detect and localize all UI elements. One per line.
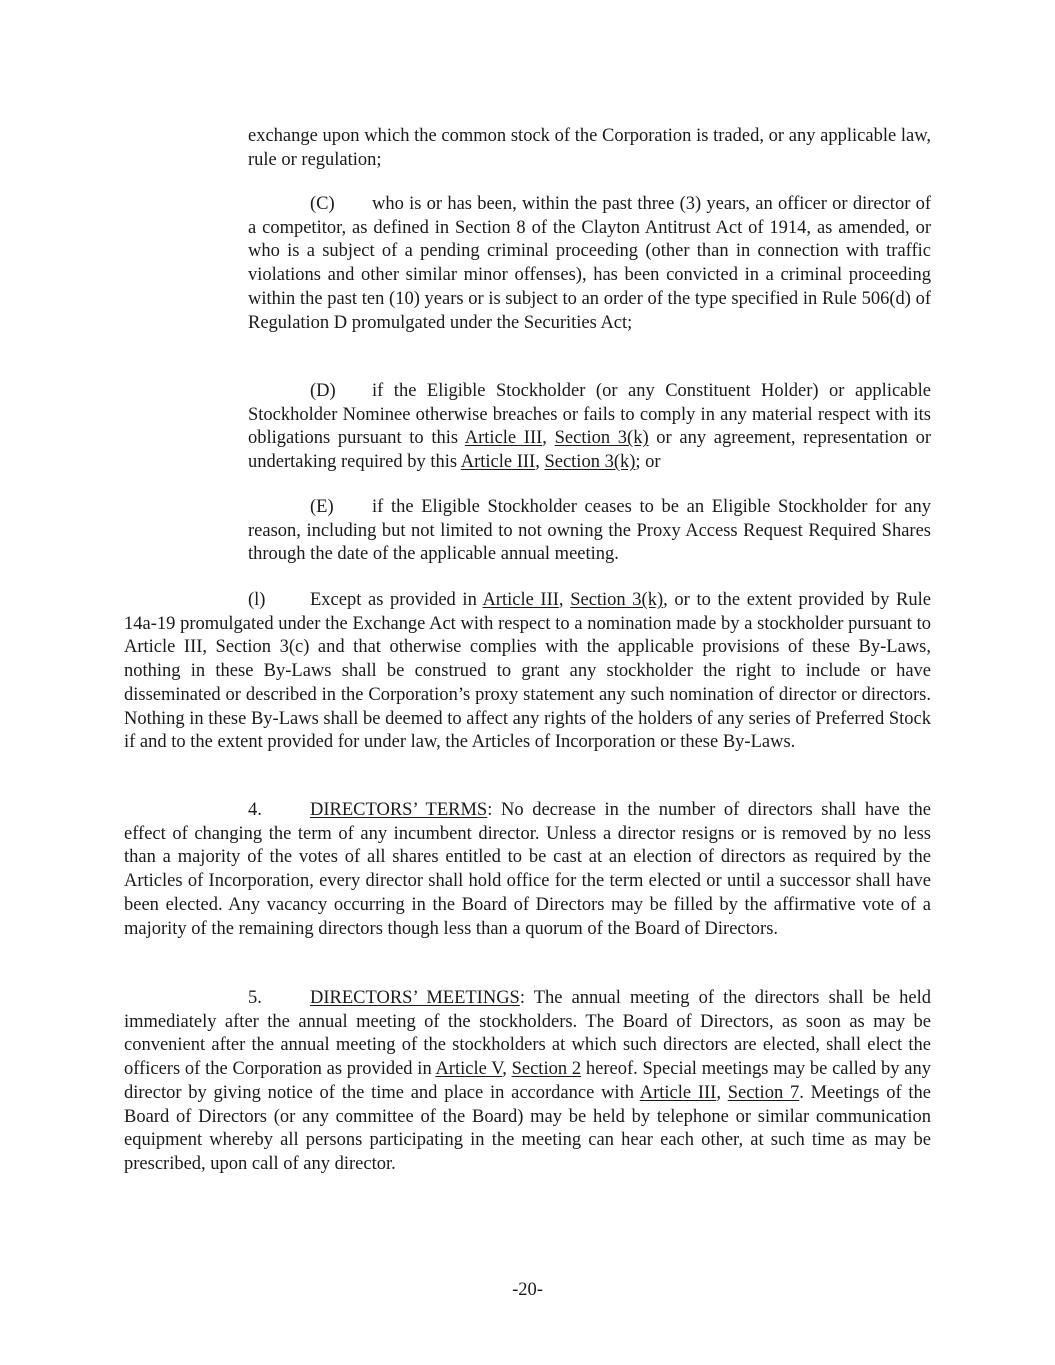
text-run: ; or [635,452,661,473]
paragraph-l [124,589,931,755]
item-label: (E) [310,497,334,517]
paragraph-text: exchange upon which the common stock of the Corporation is traded, or any applicable law, rule or regulation; [248,126,931,170]
text-run: . Meetings of the Board of Directors (or any committee of the Board) may be held by telephone or similar communication equipment whereby all persons participating in the meeting can hear each other, at such time as may be prescribed, upon call of any director. [124,1082,931,1174]
text-run: , [502,1059,512,1080]
page-number: -20- [512,1280,543,1300]
text-run: if the Eligible Stockholder (or any Constituent Holder) or applicable Stockholder Nominee otherwise breaches or fails to comply in any material respect with its obligations pursuant to this [248,381,931,449]
text-run: , [716,1082,728,1103]
article-iii-reference-link[interactable]: Article III [460,452,536,473]
article-iii-reference-link[interactable]: Article III [464,428,543,449]
text-run: , [558,590,571,610]
paragraph-d [248,380,931,475]
section-2-reference-link[interactable]: Section 2 [511,1059,582,1080]
section-4-directors-terms [124,799,931,941]
section-text: : No decrease in the number of directors shall have the effect of changing the term of any incumbent director. Unless a director resigns or is removed by no less than a majority of the votes of all shares entitled to be cast at an election of directors as required by the Articles of Incorporation, every director shall hold office for the term elected or until a successor shall have been elected. Any vacancy occurring in the Board of Directors may be filled by the affirmative vote of a majority of the remaining directors though less than a quorum of the Board of Directors. [124,800,931,939]
section-number: 4. [248,800,262,820]
text-run: , [535,452,545,473]
article-v-reference-link[interactable]: Article V [435,1059,503,1080]
item-label: (l) [248,590,266,610]
paragraph-text: who is or has been, within the past three (3) years, an officer or director of a competitor, as defined in Section 8 of the Clayton Antitrust Act of 1914, as amended, or who is a subject of a pending criminal proceeding (other than in connection with traffic violations and other similar minor offenses), has been convicted in a criminal proceeding within the past ten (10) years or is subject to an order of the type specified in Rule 506(d) of Regulation D promulgated under the Securities Act; [248,194,931,333]
section-heading: DIRECTORS’ TERMS [310,800,488,820]
section-7-reference-link[interactable]: Section 7 [727,1082,800,1103]
article-iii-reference-link[interactable]: Article III [639,1082,717,1103]
text-run: , [542,428,555,449]
item-label: (D) [310,381,336,401]
text-run: hereof. Special meetings may be called by any director by giving notice of the time and place in accordance with [124,1059,931,1103]
section-5-directors-meetings [124,987,931,1177]
section-3k-reference-link[interactable]: Section 3(k) [554,428,649,449]
text-run: : The annual meeting of the directors shall be held immediately after the annual meeting of the stockholders. The Board of Directors, as soon as may be convenient after the annual meeting of the stockholders at which such directors are elected, shall elect the officers of the Corporation as provided in [124,988,931,1080]
text-run: Except as provided in [310,590,483,610]
paragraph-text: if the Eligible Stockholder ceases to be an Eligible Stockholder for any reason, including but not limited to not owning the Proxy Access Request Required Shares through the date of the applicable annual meeting. [248,497,931,565]
paragraph-continuation [248,125,931,172]
text-run: or any agreement, representation or undertaking required by this [248,428,931,473]
text-run: , or to the extent provided by Rule 14a-19 promulgated under the Exchange Act with respect to a nomination made by a stockholder pursuant to Article III, Section 3(c) and that otherwise complies with the applicable provisions of these By-Laws, nothing in these By-Laws shall be construed to grant any stockholder the right to include or have disseminated or described in the Corporation’s proxy statement any such nomination of director or directors. Nothing in these By-Laws shall be deemed to affect any rights of the holders of any series of Preferred Stock if and to the extent provided for under law, the Articles of Incorporation or these By-Laws. [124,590,932,753]
paragraph-c [248,193,931,335]
article-iii-reference-link[interactable]: Article III [482,590,559,610]
paragraph-e [248,496,931,567]
section-3k-reference-link[interactable]: Section 3(k) [570,590,664,610]
section-3k-reference-link[interactable]: Section 3(k) [544,452,636,473]
item-label: (C) [310,194,335,214]
section-heading: DIRECTORS’ MEETINGS [310,988,520,1008]
section-number: 5. [248,988,262,1008]
